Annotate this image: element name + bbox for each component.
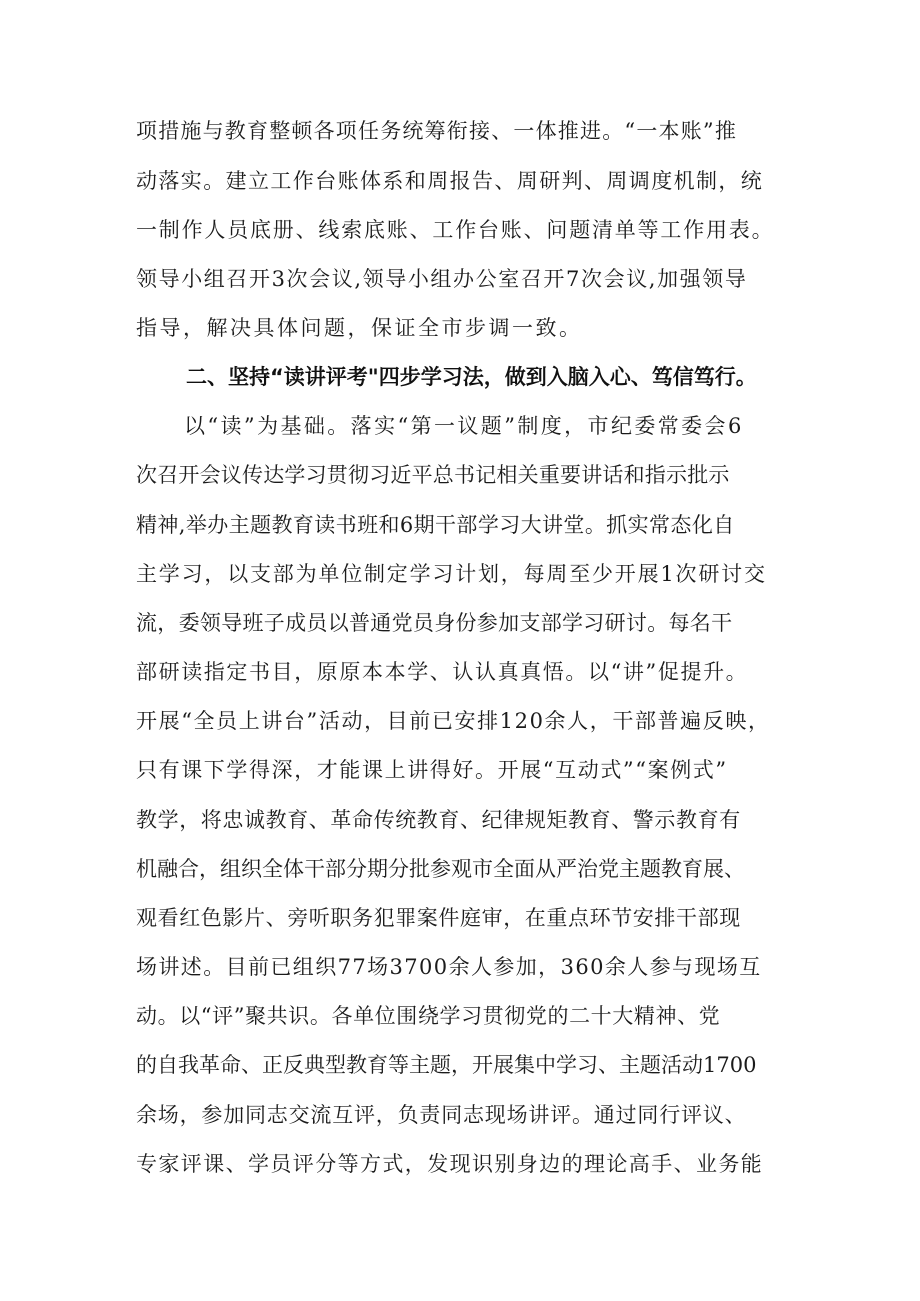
text-line xyxy=(0,898,920,938)
text-line xyxy=(0,652,920,692)
text-line xyxy=(0,1095,920,1135)
text-line xyxy=(0,455,920,495)
text-line-content: 开展“全员上讲台”活动，目前已安排120余人，干部普遍反映， xyxy=(136,709,771,733)
text-line-content: 一制作人员底册、线索底账、工作台账、问题清单等工作用表。 xyxy=(136,218,775,242)
text-line-content: 次召开会议传达学习贯彻习近平总书记相关重要讲话和指示批示 xyxy=(136,463,730,487)
text-line-content: 以“读”为基础。落实“第一议题”制度，市纪委常委会6 xyxy=(184,414,744,438)
text-line xyxy=(0,947,920,987)
text-line-content: 机融合，组织全体干部分期分批参观市全面从严治党主题教育展、 xyxy=(136,857,745,881)
text-line xyxy=(0,603,920,643)
text-line xyxy=(0,259,920,299)
text-line-content: 动落实。建立工作台账体系和周报告、周研判、周调度机制，统 xyxy=(136,169,764,193)
text-line xyxy=(0,111,920,151)
text-line xyxy=(0,308,920,348)
text-line-content: 部研读指定书目，原原本本学、认认真真悟。以“讲”促提升。 xyxy=(136,660,749,684)
text-line-content: 指导，解决具体问题，保证全市步调一致。 xyxy=(136,316,583,340)
text-line xyxy=(0,1045,920,1085)
text-line xyxy=(0,554,920,594)
text-line xyxy=(0,161,920,201)
text-line-content: 主学习，以支部为单位制定学习计划，每周至少开展1次研讨交 xyxy=(136,562,767,586)
text-line-content: 专家评课、学员评分等方式，发现识别身边的理论高手、业务能 xyxy=(136,1152,764,1176)
text-line-content: 教学，将忠诚教育、革命传统教育、纪律规矩教育、警示教育有 xyxy=(136,808,741,832)
text-line-content: 余场，参加同志交流互评，负责同志现场讲评。通过同行评议、 xyxy=(136,1103,747,1127)
text-line xyxy=(0,996,920,1036)
text-line-content: 领导小组召开3次会议,领导小组办公室召开7次会议,加强领导 xyxy=(136,267,748,291)
text-line-content: 项措施与教育整顿各项任务统筹衔接、一体推进。“一本账”推 xyxy=(136,119,738,143)
text-line xyxy=(0,406,920,446)
section-heading xyxy=(0,357,920,397)
text-line xyxy=(0,849,920,889)
text-line-content: 的自我革命、正反典型教育等主题，开展集中学习、主题活动1700 xyxy=(136,1053,757,1077)
text-line-content: 流，委领导班子成员以普通党员身份参加支部学习研讨。每名干 xyxy=(136,611,733,635)
text-line-content: 只有课下学得深，才能课上讲得好。开展“互动式”“案例式” xyxy=(136,758,728,782)
text-line-content: 场讲述。目前已组织77场3700余人参加，360余人参与现场互 xyxy=(136,955,762,979)
text-line xyxy=(0,505,920,545)
text-line-content: 精神,举办主题教育读书班和6期干部学习大讲堂。抓实常态化自 xyxy=(136,513,735,537)
text-line-content: 动。以“评”聚共识。各单位围绕学习贯彻党的二十大精神、党 xyxy=(136,1004,721,1028)
text-line xyxy=(0,1144,920,1184)
text-line xyxy=(0,800,920,840)
text-line xyxy=(0,701,920,741)
text-line-content: 观看红色影片、旁听职务犯罪案件庭审，在重点环节安排干部现 xyxy=(136,906,741,930)
text-line xyxy=(0,210,920,250)
text-line xyxy=(0,750,920,790)
section-heading-text: 二、坚持“读讲评考"四步学习法，做到入脑入心、笃信笃行。 xyxy=(186,365,757,389)
